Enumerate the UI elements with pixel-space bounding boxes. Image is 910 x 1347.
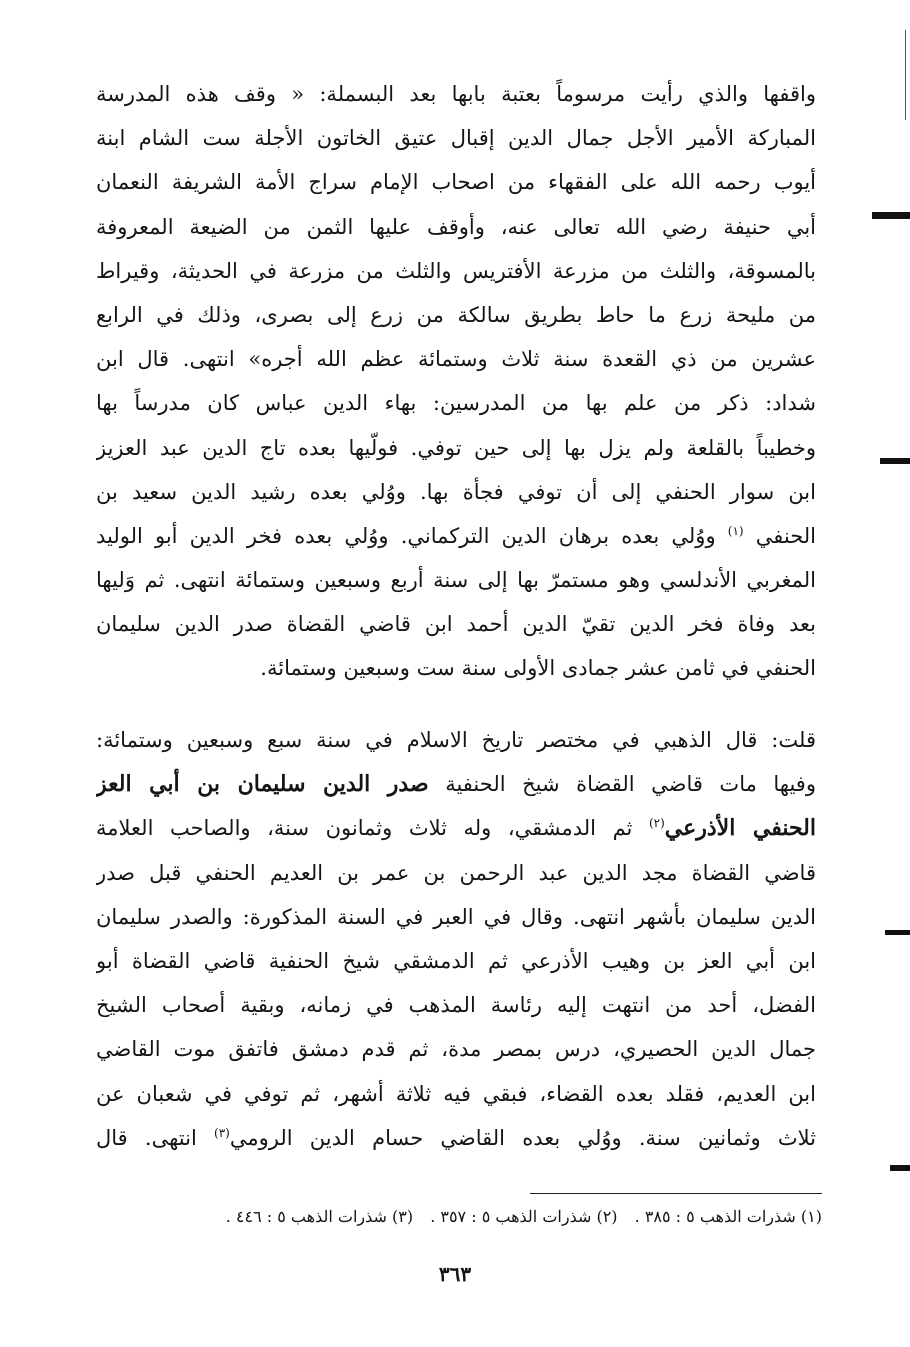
text-line: ابن العديم، فقلد بعده القضاء، فبقي فيه ثلاثة أشهر، ثم توفي في شعبان عن [96,1081,816,1106]
scan-edge-line [905,30,906,120]
text-line: الفضل، أحد من انتهت إليه رئاسة المذهب في زمانه، وبقية أصحاب الشيخ [96,993,816,1018]
scan-edge-mark [880,458,910,464]
footnote-ref-1: (١) [727,523,744,538]
text-line: قلت: قال الذهبي في مختصر تاريخ الاسلام في سنة سبع وسبعين وستمائة: [96,728,816,752]
scan-edge-mark [872,212,910,219]
text-line: أيوب رحمه الله على الفقهاء من اصحاب الإمام سراج الأمة الشريفة النعمان [96,170,816,195]
text-fragment: وفيها مات قاضي القضاة شيخ الحنفية [445,772,816,797]
text-line: الدين سليمان بأشهر انتهى. وقال في العبر في السنة المذكورة: والصدر سليمان [96,904,816,929]
text-line: وخطيباً بالقلعة ولم يزل بها إلى حين توفي. فولّيها بعده تاج الدين عبد العزيز [96,435,816,460]
paragraph-dhahabi-quote [96,718,816,1160]
text-line-with-footnote [96,1116,816,1160]
text-line: واقفها والذي رأيت مرسوماً بعتبة بابها بعد البسملة: « وقف هذه المدرسة [96,82,816,106]
scan-edge-mark [885,930,910,935]
text-fragment: الحنفي [755,523,816,548]
text-line: عشرين من ذي القعدة سنة ثلاث وستمائة عظم الله أجره» انتهى. قال ابن [96,347,816,372]
page-number: ٣٦٣ [438,1262,472,1286]
footnote-ref-2: (٢) [648,816,665,831]
paragraph-waqf-inscription [96,72,816,691]
text-fragment: ثم الدمشقي، وله ثلاث وثمانون سنة، والصاحب العلامة [96,816,633,841]
footnote-1: (١) شذرات الذهب ٥ : ٣٨٥ . [634,1207,822,1226]
text-fragment: انتهى. قال [96,1125,197,1150]
scan-edge-mark [890,1165,910,1171]
text-line: المغربي الأندلسي وهو مستمرّ بها إلى سنة أربع وسبعين وستمائة انتهى. ثم وَليها [96,568,816,593]
text-line: ابن سوار الحنفي إلى أن توفي فجأة بها. ووُلي بعده رشيد الدين سعيد بن [96,479,816,504]
text-line: أبي حنيفة رضي الله تعالى عنه، وأوقف عليها الثمن من الضيعة المعروفة [96,214,816,239]
text-fragment: ووُلي بعده برهان الدين التركماني. ووُلي بعده فخر الدين أبو الوليد [96,523,716,548]
footnotes [100,1203,822,1231]
text-fragment: ثلاث وثمانين سنة. ووُلي بعده القاضي حسام الدين الرومي [229,1125,816,1150]
text-line: ابن أبي العز بن وهيب الأذرعي ثم الدمشقي شيخ الحنفية قاضي القضاة أبو [96,948,816,973]
text-line-with-bold [96,762,816,806]
text-line: المباركة الأمير الأجل جمال الدين إقبال عتيق الخاتون الأجلة ست الشام ابنة [96,126,816,151]
text-line: بالمسوقة، والثلث من مزرعة الأفتريس والثلث من مزرعة في الحديثة، وقيراط [96,258,816,283]
footnote-2: (٢) شذرات الذهب ٥ : ٣٥٧ . [430,1207,618,1226]
text-line-with-bold [96,806,816,850]
text-line-with-footnote [96,514,816,558]
text-line: قاضي القضاة مجد الدين عبد الرحمن بن عمر بن العديم الحنفي قبل صدر [96,860,816,885]
footnote-ref-3: (٣) [214,1125,230,1140]
text-line: الحنفي في ثامن عشر جمادى الأولى سنة ست وسبعين وستمائة. [260,656,816,681]
footnote-3: (٣) شذرات الذهب ٥ : ٤٤٦ . [225,1207,414,1226]
footnote-divider [530,1193,822,1194]
text-line: بعد وفاة فخر الدين تقيّ الدين أحمد ابن قاضي القضاة صدر الدين سليمان [96,612,816,637]
bold-name: الحنفي الأذرعي [664,815,816,842]
bold-name: صدر الدين سليمان بن أبي العز [96,771,429,798]
text-line: جمال الدين الحصيري، درس بمصر مدة، ثم قدم دمشق فاتفق موت القاضي [96,1037,816,1062]
text-line: من مليحة زرع ما حاط بطريق سالكة من زرع إلى بصرى، وذلك في الرابع [96,302,816,327]
text-line: شداد: ذكر من علم بها من المدرسين: بهاء الدين عباس كان مدرساً بها [96,391,816,416]
